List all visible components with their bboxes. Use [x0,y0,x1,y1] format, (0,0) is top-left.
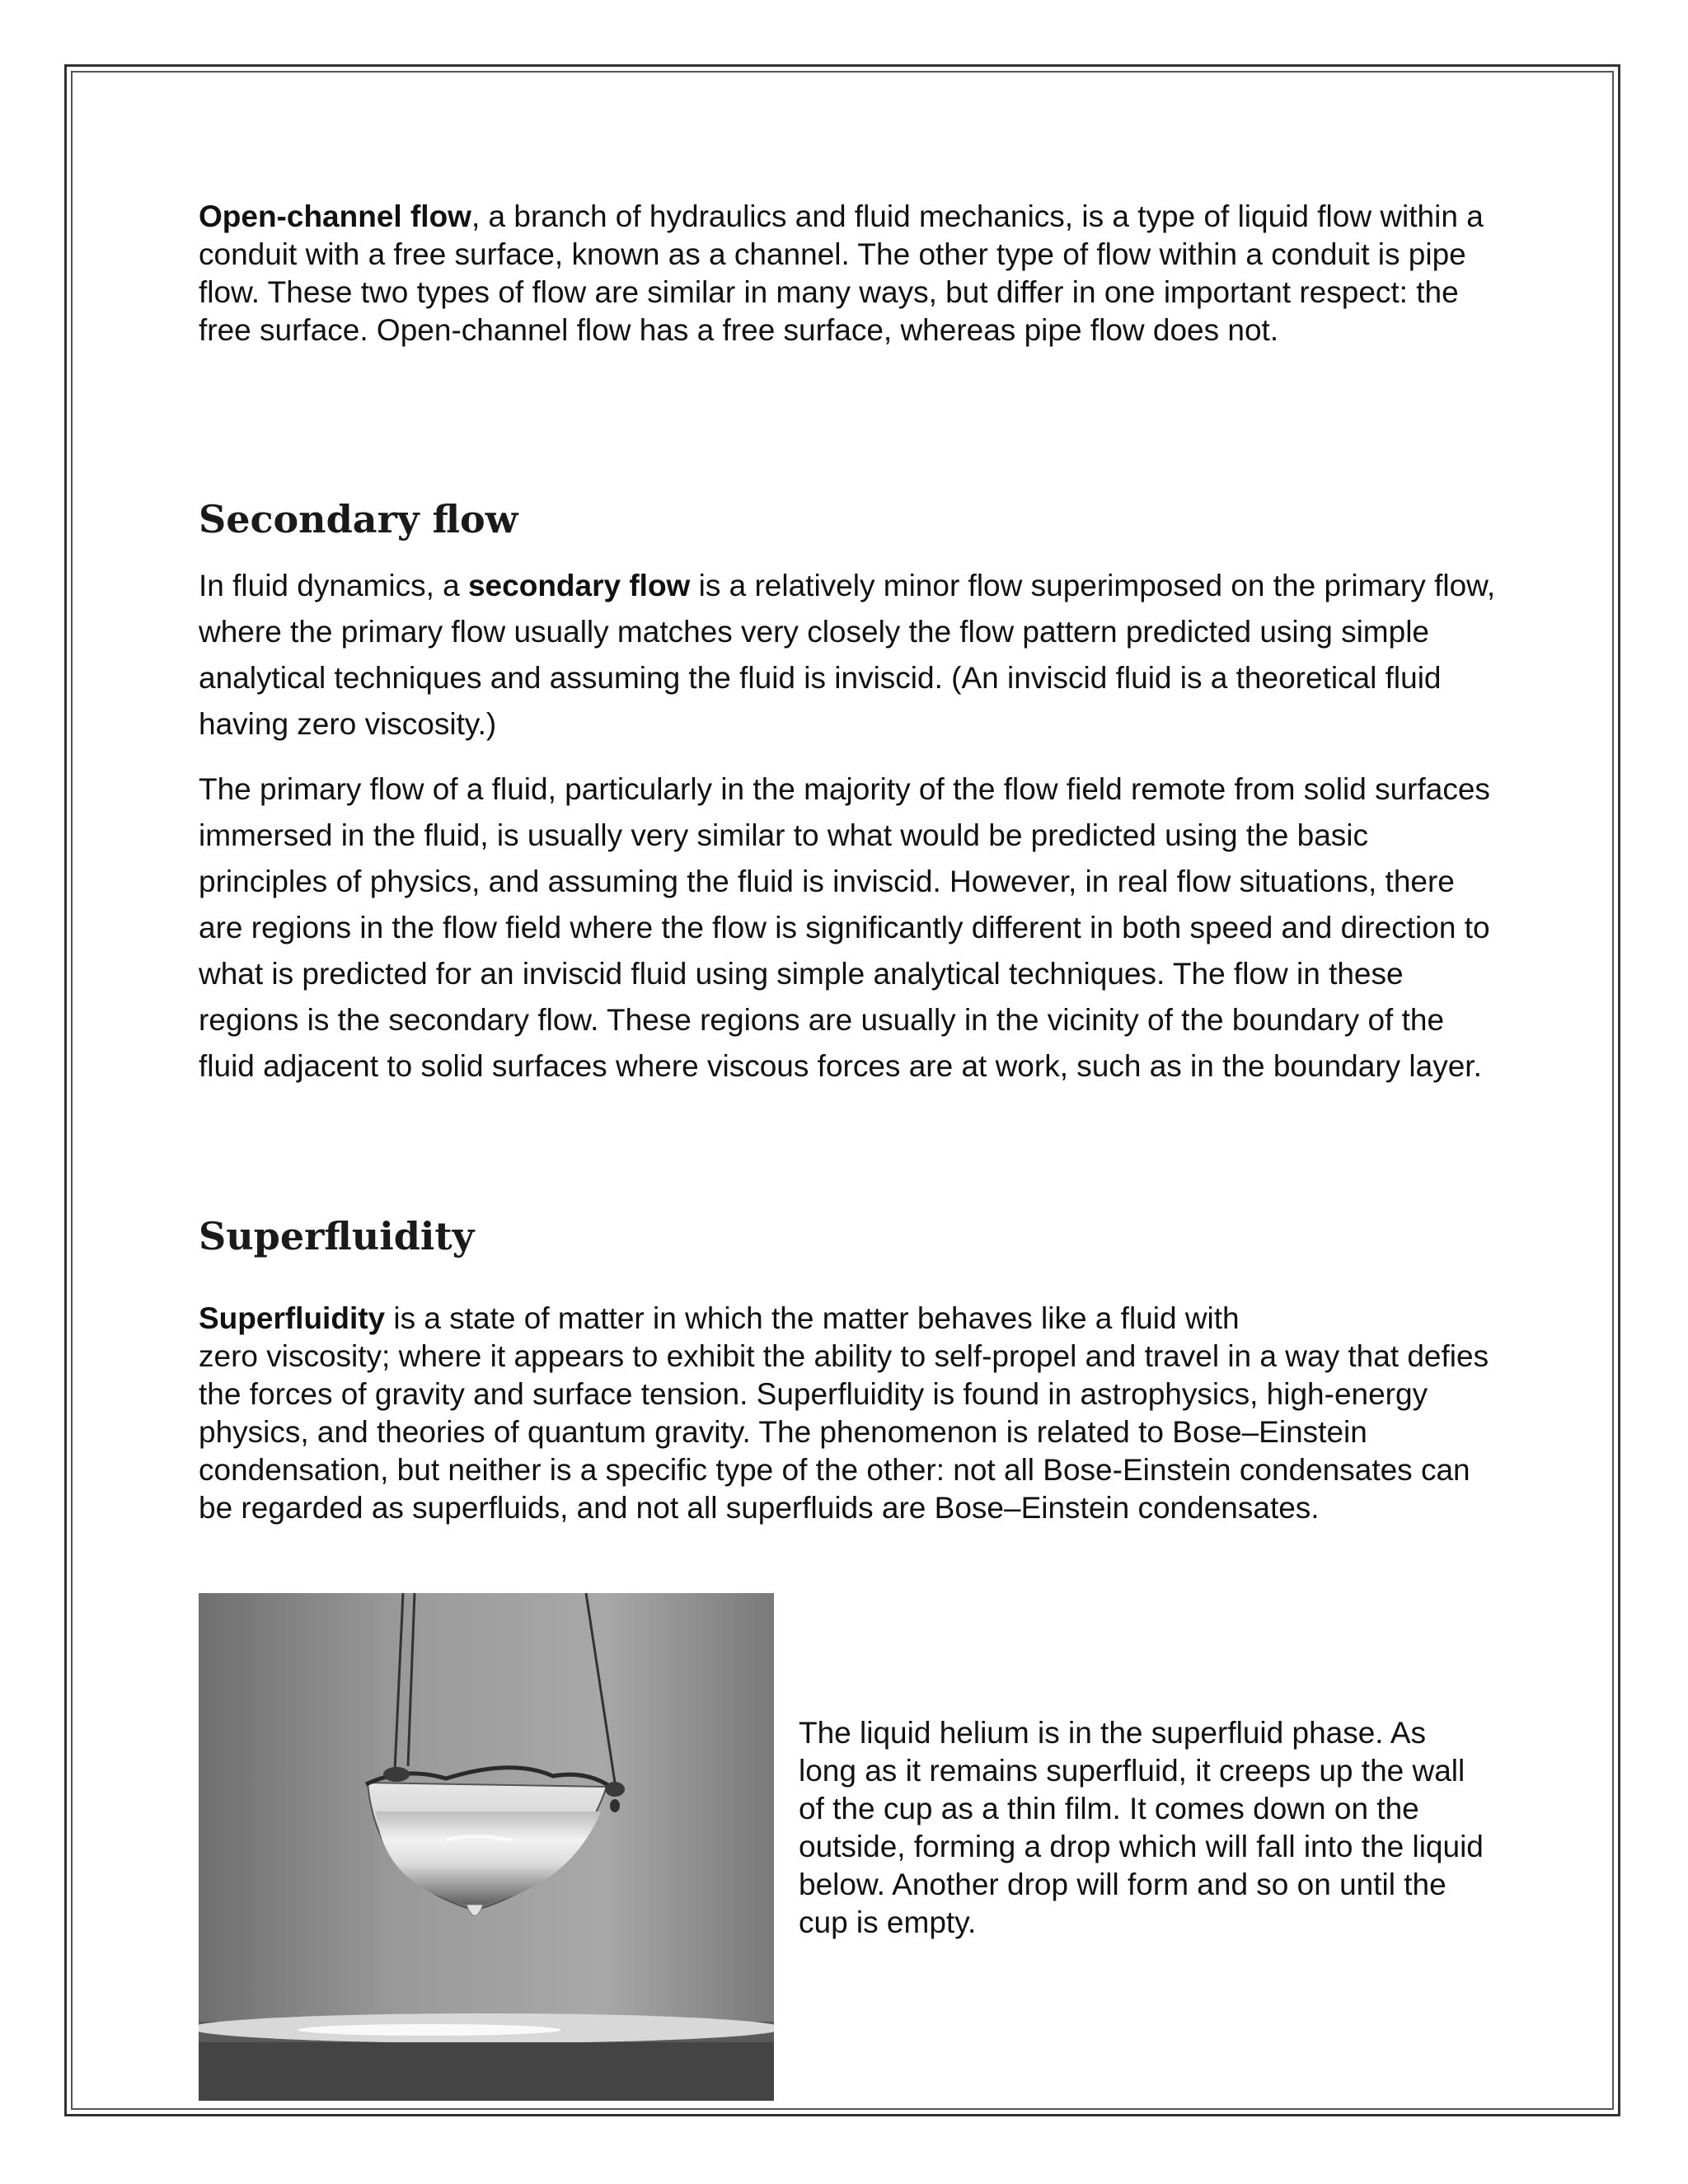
photo-caption: The liquid helium is in the superfluid phase. As long as it remains superfluid, it creeps up the wall of the cup as a thin film. It comes down on the outside, forming a drop which will fall into the liquid below. Another drop will form and so on until the cup is empty. [799,1716,1484,1939]
secondary-flow-paragraph-1 [199,563,1501,748]
intro-text: , a branch of hydraulics and fluid mechanics, is a type of liquid flow within a conduit with a free surface, known as a channel. The other type of flow within a conduit is pipe flow. These two types of flow are similar in many ways, but differ in one important respect: the free surface. Open-channel flow has a free surface, whereas pipe flow does not. [199,199,1484,347]
heading-superfluidity: Superfluidity [199,1214,475,1258]
superfluidity-line1: is a state of matter in which the matter behaves like a fluid with [385,1301,1240,1335]
intro-lead-term: Open-channel flow [199,199,471,233]
intro-paragraph [199,198,1501,349]
heading-secondary-flow: Secondary flow [199,497,518,541]
secondary-flow-term: secondary flow [467,569,691,602]
secondary-flow-p1-pre: In fluid dynamics, a [199,569,468,602]
superfluidity-paragraph [199,1300,1501,1527]
superfluidity-rest: zero viscosity; where it appears to exhibit the ability to self-propel and travel in a way that defies the forces of gravity and surface tension. Superfluidity is found in astrophysics, high-energy physics, and theories of quantum gravity. The phenomenon is related to Bose–Einstein condensation, but neither is a specific type of the other: not all Bose-Einstein condensates can be regarded as superfluids, and not all superfluids are Bose–Einstein condensates. [199,1339,1489,1525]
secondary-flow-p1-post: is a relatively minor flow superimposed on the primary flow, where the primary flow usually matches very closely the flow pattern predicted using simple analytical techniques and assuming the fluid is inviscid. (An inviscid fluid is a theoretical fluid having zero viscosity.) [199,569,1496,741]
secondary-flow-paragraph-2: The primary flow of a fluid, particularly in the majority of the flow field remote from solid surfaces immersed in the fluid, is usually very similar to what would be predicted using the basic principles of physics, and assuming the fluid is inviscid. However, in real flow situations, there are regions in the flow field where the flow is significantly different in both speed and direction to what is predicted for an inviscid fluid using simple analytical techniques. The flow in these regions is the secondary flow. These regions are usually in the vicinity of the boundary of the fluid adjacent to solid surfaces where viscous forces are at work, such as in the boundary layer. [199,772,1490,1083]
superfluidity-term: Superfluidity [199,1301,386,1335]
superfluid-helium-photo [199,1593,774,2101]
